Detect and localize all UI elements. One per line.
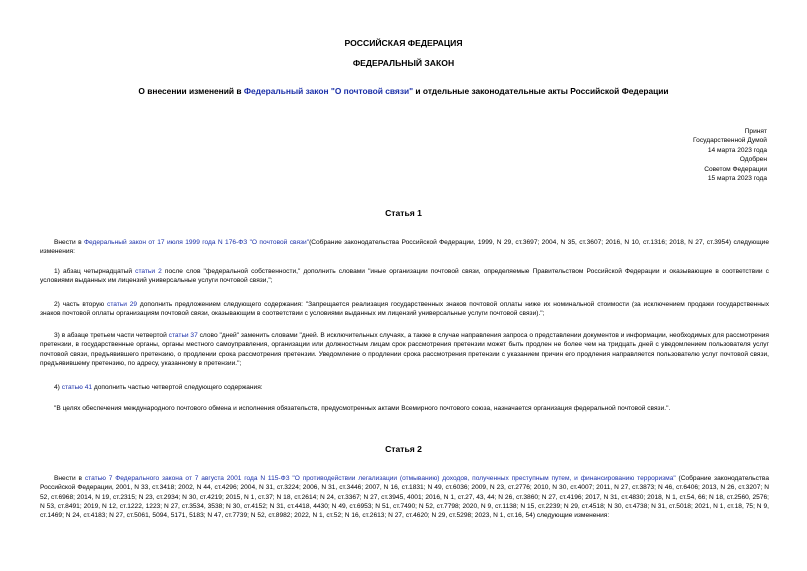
article-1-item-2 (40, 300, 769, 319)
article-37-link[interactable]: статьи 37 (168, 332, 198, 339)
law-115-link[interactable]: статью 7 Федерального закона от 7 августа 2001 года N 115-ФЗ "О противодействии легализации (отмыванию) доходов, полученных преступным путем, и финансированию терроризма" (84, 475, 676, 482)
country-heading: РОССИЙСКАЯ ФЕДЕРАЦИЯ (344, 38, 463, 48)
article-1-item-1 (40, 267, 769, 286)
adoption-line: 14 марта 2023 года (707, 146, 767, 154)
article-41-link[interactable]: статью 41 (61, 384, 93, 391)
intro-text-before: Внести в (54, 239, 84, 246)
article-1-quote: "В целях обеспечения международного почтового обмена и исполнения обязательств, предусмотренных актами Всемирного почтового союза, назначается организация федеральной почтовой связи.". (54, 405, 671, 412)
adoption-line: Советом Федерации (704, 165, 767, 173)
item-text-before: 3) в абзаце третьем части четвертой (54, 332, 169, 339)
intro-text-before: Внести в (54, 475, 85, 482)
article-1-item-3 (40, 331, 769, 368)
intro-text-after: (Собрание законодательства Российской Федерации, 2001, N 33, ст.3418; 2002, N 44, ст.4296; 2004, N 31, ст.3224; 2006, N 31, ст.3446; 2007, N 16, ст.1831; N 49, ст.6036; 2009, N 23, ст.2776; 2010, N 30, ст.4007; 2011, N 27, ст.3873; N 46, ст.6406; 2013, N 26, ст.3207; N 52, ст.6968; 2014, N 19, ст.2315; N 23, ст.2934; N 30, ст.4219; 2015, N 1, ст.37; N 18, ст.2614; N 24, ст.3367; N 27, ст.3945, 4001; 2016, N 1, ст.27, 43, 44; N 26, ст.3860; N 27, ст.4196; 2017, N 31, ст.4830; 2018, N 1, ст.54, 66; N 18, ст.2560, 2576; N 53, ст.8491; 2019, N 12, ст.1222, 1223; N 27, ст.3534, 3538; N 30, ст.4152; N 31, ст.4418, 4430; N 49, ст.6953; N 51, ст.7490; N 52, ст.7798; 2020, N 9, ст.1138; N 15, ст.2239; N 29, ст.4518; N 30, ст.4738; N 31, ст.5018; 2021, N 1, ст.18, 75; N 9, ст.1469; N 24, ст.4183; N 27, ст.5061, 5094, 5171, 5183; N 47, ст.7739; N 52, ст.8982; 2022, N 1, ст.52; N 16, ст.2613; N 27, ст.4620; N 29, ст.5298; 2023, N 1, ст.16, 54) следующие изменения: (40, 475, 770, 520)
adoption-block (693, 127, 767, 183)
article-2-intro (40, 474, 769, 520)
title-text-after: и отдельные законодательные акты Российской Федерации (413, 86, 669, 96)
adoption-line: Принят (744, 128, 767, 135)
item-text-after: после слов "федеральной собственности," дополнить словами "иные организации почтовой связи, определяемые Правительством Российской Федерации и оказывающие в соответствии с условиями выданных им лицензий универсальные услуги почтовой связи,"; (40, 268, 769, 285)
item-text-after: дополнить частью четвертой следующего содержания: (92, 384, 263, 391)
law-176-link[interactable]: Федеральный закон от 17 июля 1999 года N 176-ФЗ "О почтовой связи" (83, 239, 310, 246)
article-1-item-4 (40, 383, 769, 392)
adoption-line: Государственной Думой (693, 137, 767, 145)
article-2-link[interactable]: статьи 2 (135, 268, 162, 275)
item-text-before: 4) (54, 384, 62, 391)
article-2-heading: Статья 2 (385, 444, 422, 454)
item-text-before: 1) абзац четырнадцатый (54, 268, 136, 275)
item-text-before: 2) часть вторую (54, 301, 108, 308)
article-1-heading: Статья 1 (385, 208, 422, 218)
item-text-after: дополнить предложением следующего содержания: "Запрещается реализация государственных знаков почтовой оплаты ниже их номинальной стоимости (за исключением продажи государственных знаков почтовой оплаты организациям почтовой связи, оказывающим в соответствии с условиями выданных им лицензий универсальные услуги почтовой связи)."; (40, 301, 769, 318)
title-law-link[interactable]: Федеральный закон "О почтовой связи" (243, 86, 414, 96)
article-1-intro (40, 238, 769, 257)
adoption-line: Одобрен (739, 156, 767, 164)
adoption-line: 15 марта 2023 года (707, 175, 767, 183)
title-text-before: О внесении изменений в (138, 86, 244, 96)
article-29-link[interactable]: статьи 29 (107, 301, 138, 308)
document-type-heading: ФЕДЕРАЛЬНЫЙ ЗАКОН (352, 58, 455, 68)
document-title (0, 86, 807, 96)
intro-text-after: (Собрание законодательства Российской Федерации, 1999, N 29, ст.3697; 2004, N 35, ст.3607; 2016, N 10, ст.1316; 2018, N 27, ст.3954) следующие изменения: (40, 239, 769, 256)
item-text-after: слово "дней" заменить словами "дней. В исключительных случаях, а также в случае направления запроса о представлении документов и информации, необходимых для рассмотрения претензии, в государственные органы, органы местного самоуправления, организации или должностным лицам срок рассмотрения претензии может быть продлен не более чем на тридцать дней с уведомлением пользователя услуг почтовой связи, предъявившего претензию, о продлении срока рассмотрения претензии. Уведомление о продлении срока рассмотрения претензии с указанием причин его продления направляется пользователю услуг почтовой связи, предъявившему претензию, по адресу, указанному в претензии."; (40, 332, 769, 367)
